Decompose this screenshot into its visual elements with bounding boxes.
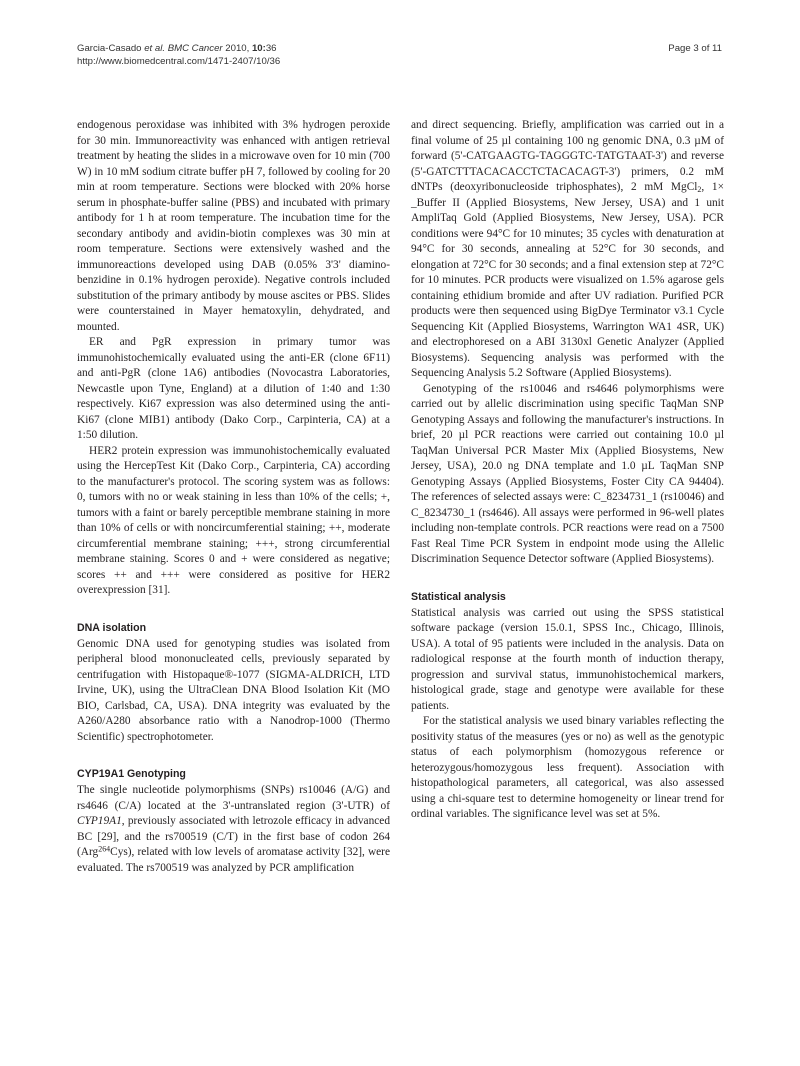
gene-name: CYP19A1: [77, 815, 122, 827]
text-run: , previously associated with letrozole efficacy in advanced BC [29], and the rs700519 (C/T) in the first base of codon 264 (Arg: [77, 815, 390, 858]
header-etal: et al.: [144, 43, 166, 54]
paragraph: Genotyping of the rs10046 and rs4646 polymorphisms were carried out by allelic discrimination using specific TaqMan SNP Genotyping Assays and following the manufacturer's instructions. In brief, 20 µl PCR reactions were carried out containing 10.0 µl TaqMan Universal PCR Master Mix (Applied Biosystems, New Jersey, USA), 20.0 ng DNA template and 1.0 µL TaqMan SNP Genotyping Assays (Applied Biosystems, Foster City CA 94404). The references of selected assays were: C_8234731_1 (rs10046) and C_8234730_1 (rs4646). All assays were performed in 96-well plates including non-template controls. PCR reactions were read on a 7500 Fast Real Time PCR System in endpoint mode using the Allelic Discrimination Sequence Detector software (Applied Biosystems).: [411, 382, 724, 565]
header-authors: Garcia-Casado: [77, 43, 142, 54]
subscript: 2: [697, 184, 702, 194]
left-column: [77, 118, 390, 876]
header-url[interactable]: http://www.biomedcentral.com/1471-2407/10/36: [77, 56, 281, 68]
paragraph: ER and PgR expression in primary tumor was immunohistochemically evaluated using the anti-ER (clone 6F11) and anti-PgR (clone 1A6) antibodies (Novocastra Laboratories, Newcastle upon Tyne, England) at a dilution of 1:40 and 1:30 respectively. Ki67 expression was also determined using the anti-Ki67 (clone MIB1) antibody (Dako Corp., Carpinteria, CA) at a 1:50 dilution.: [77, 336, 390, 441]
page-number: Page 3 of 11: [668, 43, 722, 54]
section-heading-statistical-analysis: Statistical analysis: [411, 590, 506, 603]
paragraph: For the statistical analysis we used binary variables reflecting the positivity status of the measures (yes or no) as well as the genotypic status of each polymorphism (homozygous reference or heterozygous/homozygous less frequent). Association with histopathological parameters, all categorical, was also assessed using a chi-square test to determine homogeneity or linear trend for ordinal variables. The significance level was set at 5%.: [411, 715, 724, 820]
header-journal: BMC Cancer: [167, 43, 223, 54]
paragraph: Genomic DNA used for genotyping studies was isolated from peripheral blood mononucleated cells, previously separated by centrifugation with Histopaque®-1077 (SIGMA-ALDRICH, LTD Irvine, UK), using the UltraClean DNA Blood Isolation Kit (MO BIO, Carlsbad, CA, USA). DNA integrity was evaluated by the A260/A280 absorbance ratio with a Nanodrop-1000 (Thermo Scientific) spectrophotometer.: [77, 637, 390, 743]
paragraph: [77, 783, 390, 876]
header-volume: 10:: [251, 43, 266, 54]
section-heading-dna-isolation: DNA isolation: [77, 621, 147, 634]
text-run: and direct sequencing. Briefly, amplification was carried out in a final volume of 25 µl containing 100 ng genomic DNA, 0.3 µM of forward (5'-CATGAAGTG-TAGGGTC-TATGTAAT-3') and reverse (5'-GATCTTTACACACCTCTACACAGT-3') primers, 0.2 mM dNTPs (deoxyribonucleoside triphosphates), 2 mM MgCl: [411, 119, 724, 193]
right-column: [411, 118, 724, 823]
superscript: 264: [98, 844, 111, 854]
citation-line: [77, 42, 722, 55]
text-run: , 1× _Buffer II (Applied Biosystems, New Jersey, USA) and 1 unit AmpliTaq Gold (Applied Biosystems, New Jersey, USA). PCR conditions were 94°C for 10 minutes; 35 cycles with denaturation at 94°C for 30 seconds, annealing at 52°C for 30 seconds, and elongation at 72°C for 30 seconds; and a final extension step at 72°C for 10 minutes. PCR products were visualized on 1.5% agarose gels containing ethidium bromide and after UV radiation. Purified PCR products were then sequenced using BigDye Terminator v3.1 Cycle Sequencing Kit (Applied Biosystems, Warrington WA1 4SR, UK) and electrophoresed on a ABI 3130xl Genetic Analyzer (Applied Biosystems). Sequencing analysis was performed with the Sequencing Analysis 5.2 Software (Applied Biosystems).: [411, 181, 724, 379]
text-run: Cys), related with low levels of aromatase activity [32], were evaluated. The rs700519 was analyzed by PCR amplification: [77, 846, 390, 874]
header-article: 36: [265, 43, 277, 54]
text-run: The single nucleotide polymorphisms (SNPs) rs10046 (A/G) and rs4646 (C/A) located at the 3'-untranslated region (3'-UTR) of: [77, 784, 390, 812]
header-year: 2010,: [225, 43, 250, 54]
running-header: [77, 42, 722, 68]
paragraph: endogenous peroxidase was inhibited with 3% hydrogen peroxide for 30 min. Immunoreactivity was enhanced with antigen retrieval treatment by heating the slides in a microwave oven for 10 min (700 W) in 10 mM sodium citrate buffer pH 7, followed by cooling for 20 min at room temperature. Sections were blocked with 20% horse serum in phosphate-buffer saline (PBS) and incubated with primary antibody for 1 h at room temperature. The incubation time for the secondary antibody and avidin-biotin complexes was 30 min at room temperature. Sections were extensively washed and the immunoreactions developed using DAB (0.05% 3'3' diamino-benzidine in 0.1% hydrogen peroxide). Negative controls included substitution of the primary antibody by mouse ascites or PBS. Slides were counterstained in Mayer hematoxylin, dehydrated, and mounted.: [77, 119, 390, 333]
paragraph: HER2 protein expression was immunohistochemically evaluated using the HercepTest Kit (Dako Corp., Carpinteria, CA) according to the manufacturer's protocol. The scoring system was as follows: 0, tumors with no or weak staining in less than 10% of the cells; +, tumors with a faint or barely perceptible membrane staining in more than 10% of cells or with noncircumferential staining; ++, moderate circumferential membrane staining; +++, strong circumferential membrane staining. Scores 0 and + were considered as negative; scores ++ and +++ were considered as positive for HER2 overexpression [31].: [77, 444, 390, 596]
paragraph: Statistical analysis was carried out using the SPSS statistical software package (version 15.0.1, SPSS Inc., Chicago, Illinois, USA). A total of 95 patients were included in the analysis. Data on radiological response at the fourth month of induction therapy, progression and survival status, immunohistochemical markers, histological grade, stage and genotype were available for these patients.: [411, 606, 724, 712]
paragraph: [411, 118, 724, 382]
section-heading-cyp19a1-genotyping: CYP19A1 Genotyping: [77, 768, 186, 780]
